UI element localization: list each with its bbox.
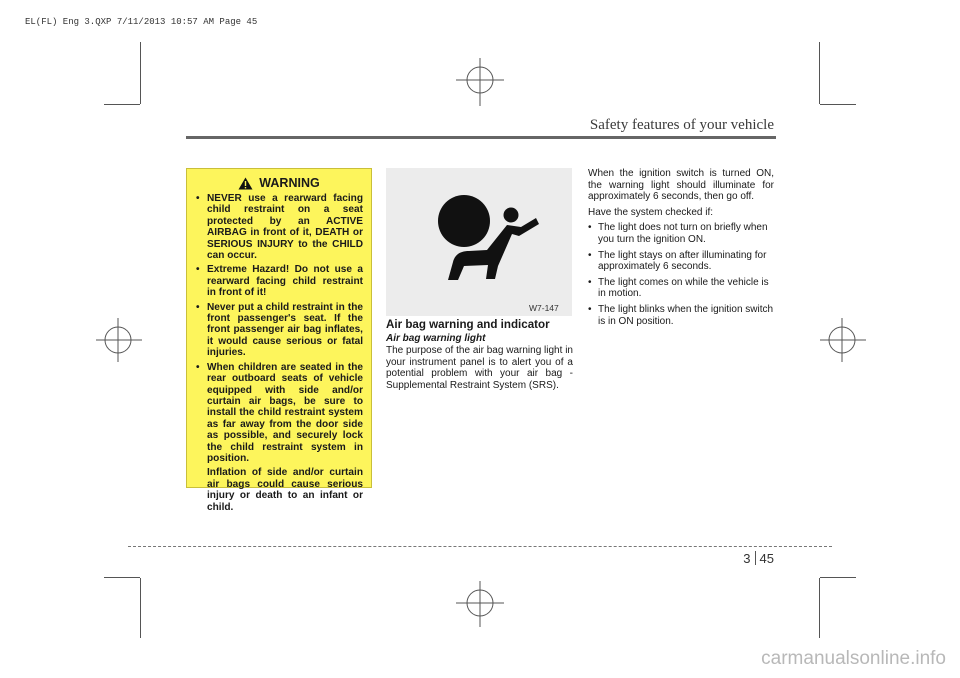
print-slug: EL(FL) Eng 3.QXP 7/11/2013 10:57 AM Page 45 [25, 17, 258, 27]
warning-item: • Extreme Hazard! Do not use a rearward facing child restraint in front of it! [195, 264, 363, 298]
check-item: • The light stays on after illuminating for approximately 6 seconds. [588, 250, 774, 273]
warning-title: WARNING [259, 175, 320, 190]
section-subtitle: Air bag warning light [386, 333, 486, 344]
check-item: • The light blinks when the ignition switch is in ON position. [588, 304, 774, 327]
warning-item: • NEVER use a rearward facing child restraint on a seat protected by an ACTIVE AIRBAG in front of it, DEATH or SERIOUS INJURY to the CHILD can occur. [195, 193, 363, 261]
warning-note: Inflation of side and/or curtain air bags could cause serious injury or death to an infant or child. [207, 467, 363, 513]
airbag-figure [386, 168, 572, 316]
warning-list [195, 193, 363, 464]
warning-box [186, 168, 372, 513]
section-title: Air bag warning and indicator [386, 318, 550, 331]
warning-header [195, 177, 363, 190]
check-list [588, 222, 774, 327]
warning-triangle-icon [238, 177, 253, 190]
ignition-intro: When the ignition switch is turned ON, the warning light should illuminate for approximately 6 seconds, then go off. [588, 168, 774, 203]
figure-code: W7-147 [529, 303, 559, 313]
footer-rule [128, 546, 832, 547]
page-header-title: Safety features of your vehicle [589, 117, 774, 133]
page-number [743, 551, 774, 566]
right-column [588, 168, 774, 331]
check-heading: Have the system checked if: [588, 206, 714, 218]
header-rule [186, 136, 776, 139]
check-item: • The light comes on while the vehicle is in motion. [588, 277, 774, 300]
section-body: The purpose of the air bag warning light in your instrument panel is to alert you of a potential problem with your air bag - Supplemental Restraint System (SRS). [386, 345, 573, 391]
airbag-warning-icon [386, 168, 572, 316]
watermark: carmanualsonline.info [761, 648, 946, 669]
check-item: • The light does not turn on briefly when you turn the ignition ON. [588, 222, 774, 245]
warning-item: • Never put a child restraint in the front passenger's seat. If the front passenger air bag inflates, it would cause serious or fatal injuries. [195, 302, 363, 359]
chapter-number: 3 [743, 551, 751, 566]
page-number-value: 45 [759, 551, 774, 566]
warning-item: • When children are seated in the rear outboard seats of vehicle equipped with side and/or curtain air bags, be sure to install the child restraint system as far away from the door side as possible, and securely lock the child restraint system in position. [195, 362, 363, 465]
